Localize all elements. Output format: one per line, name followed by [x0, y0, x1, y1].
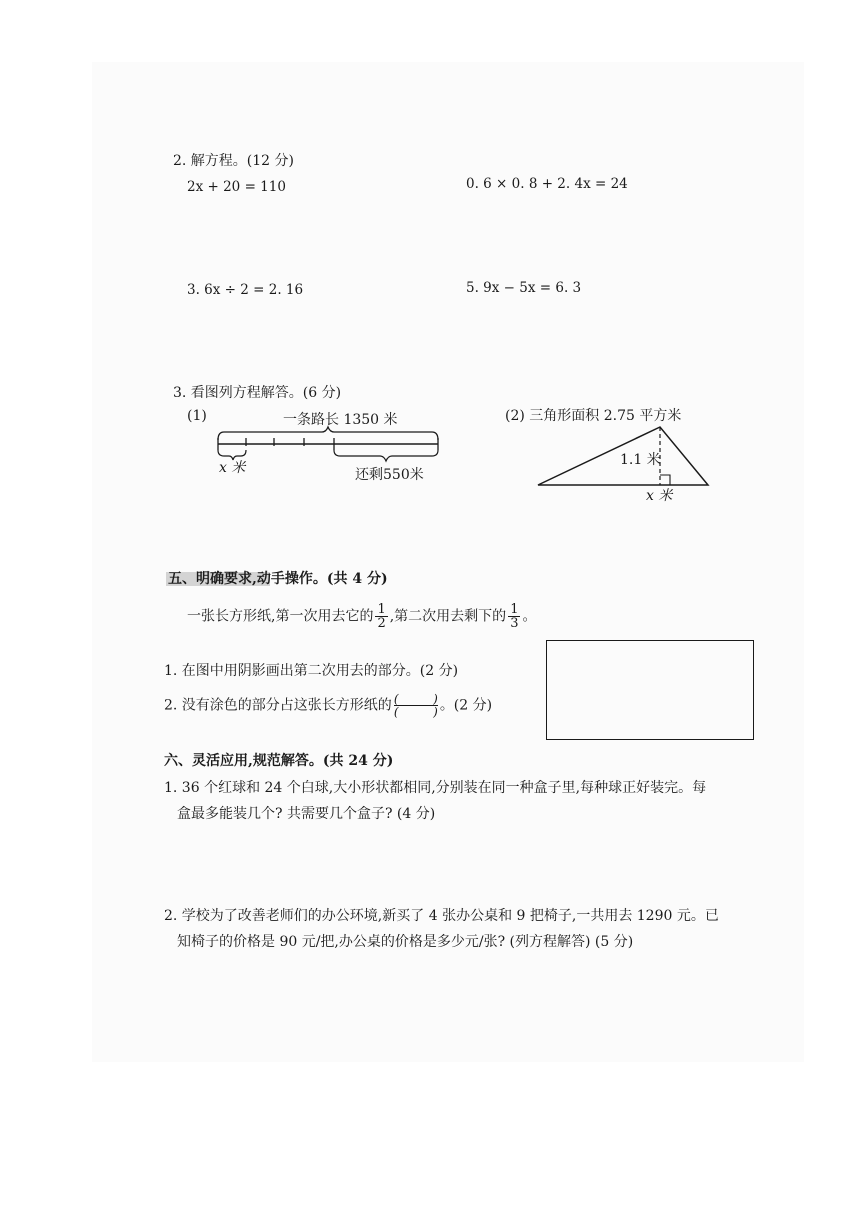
- problem1-line1: 1. 36 个红球和 24 个白球,大小形状都相同,分别装在同一种盒子里,每种球正好装完。每: [164, 780, 707, 796]
- fraction-one-third: $\frac{1}{3}$: [510, 602, 519, 631]
- problem1-line2: 盒最多能装几个? 共需要几个盒子? (4 分): [177, 806, 436, 822]
- road-x-label: x 米: [219, 460, 246, 476]
- q3-part1-number: (1): [187, 408, 207, 424]
- q3-title: 3. 看图列方程解答。(6 分): [173, 385, 342, 401]
- problem2-line2: 知椅子的价格是 90 元/把,办公桌的价格是多少元/张? (列方程解答) (5 分): [177, 934, 634, 950]
- answer-fraction-blank[interactable]: ( ) ( ): [393, 692, 438, 719]
- problem2-line1: 2. 学校为了改善老师们的办公环境,新买了 4 张办公桌和 9 把椅子,一共用去 1290 元。已: [164, 908, 719, 924]
- road-remaining-label: 还剩550米: [355, 467, 424, 483]
- road-total-label: 一条路长 1350 米: [283, 412, 398, 428]
- equation-1: 2x + 20 = 110: [187, 179, 286, 195]
- section5-q1: 1. 在图中用阴影画出第二次用去的部分。(2 分): [164, 663, 459, 679]
- section5-intro: 一张长方形纸,第一次用去它的 $\frac{1}{2}$ ,第二次用去剩下的 $\frac{1}{3}$ 。: [187, 602, 537, 631]
- q3-part2-caption: (2) 三角形面积 2.75 平方米: [505, 408, 682, 424]
- equation-4: 5. 9x − 5x = 6. 3: [466, 280, 582, 296]
- q2-title: 2. 解方程。(12 分): [173, 153, 294, 169]
- equation-3: 3. 6x ÷ 2 = 2. 16: [187, 282, 304, 298]
- triangle-height-label: 1.1 米: [620, 452, 661, 468]
- section6-title: 六、灵活应用,规范解答。(共 24 分): [164, 753, 394, 769]
- section5-title: 五、明确要求,动手操作。(共 4 分): [168, 571, 388, 587]
- equation-2: 0. 6 × 0. 8 + 2. 4x = 24: [466, 176, 628, 192]
- fraction-one-half: $\frac{1}{2}$: [377, 602, 386, 631]
- section5-q2: 2. 没有涂色的部分占这张长方形纸的 ( ) ( ) 。(2 分): [164, 692, 493, 719]
- rectangle-paper-drawing[interactable]: [546, 640, 754, 740]
- triangle-base-label: x 米: [646, 488, 673, 504]
